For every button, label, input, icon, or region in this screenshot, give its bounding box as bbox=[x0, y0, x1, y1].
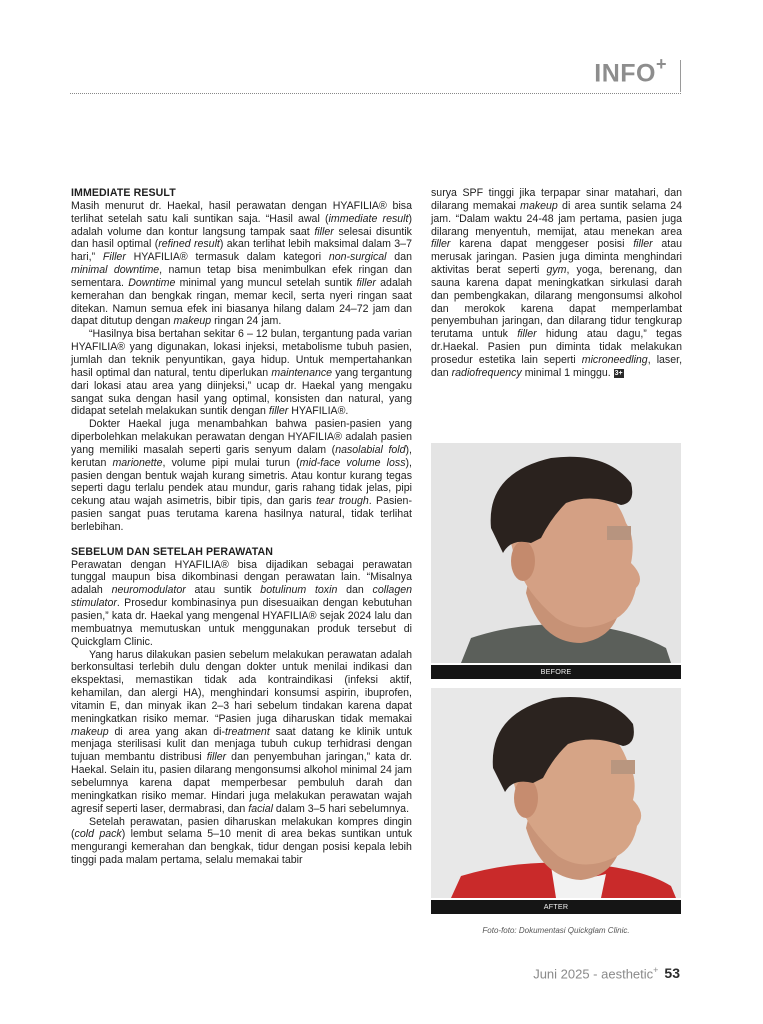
header-dotted-rule bbox=[70, 93, 681, 94]
paragraph-immediate-3: Dokter Haekal juga menambahkan bahwa pasien-pasien yang diperbolehkan melakukan perawatan dengan HYAFILIA® adalah pasien yang memiliki masalah seperti garis senyum dalam (nasolabial fold), kerutan marionette, volume pipi mulai turun (mid-face volume loss), pasien dengan bentuk wajah kurang simetris. Atau kontur kurang tegas seperti dagu terlalu pendek atau mundur, garis rahang tidak jelas, pipi cekung atau wajah asimetris, bibir tipis, dan garis tear trough. Pasien-pasien sangat puas terutama karena hasilnya natural, tidak terlihat berlebihan. bbox=[71, 418, 413, 533]
section-label: INFO+ bbox=[594, 54, 667, 88]
paragraph-before-after-2: Yang harus dilakukan pasien sebelum melakukan perawatan adalah berkonsultasi terlebih dulu dengan dokter untuk menilai indikasi dan ekspektasi, memastikan tidak ada kontraindikasi (infeksi aktif, kehamilan, dan alergi HA), menghindari konsumsi aspirin, ibuprofen, vitamin E, dan minyak ikan 2–3 hari sebelum tindakan karena dapat meningkatkan risiko memar. “Pasien juga diharuskan tidak memakai makeup di area yang akan di-treatment saat datang ke klinik untuk menjaga sterilisasi kulit dan menjaga tubuh cukup terhidrasi dengan tujuan membantu distribusi filler dan penyembuhan jaringan,” kata dr. Haekal. Selain itu, pasien dilarang mengonsumsi alkohol minimal 24 jam sebelumnya karena dapat memperbesar pembuluh darah dan meningkatkan risiko memar. Hindari juga melakukan perawatan wajah agresif seperti laser, dermabrasi, dan facial dalam 3–5 hari sebelumnya. bbox=[71, 648, 412, 815]
after-photo bbox=[431, 688, 681, 898]
footer-issue-mark: + bbox=[653, 965, 659, 975]
photo-credit: Foto-foto: Dokumentasi Quickglam Clinic. bbox=[482, 926, 630, 935]
article-column-left bbox=[71, 187, 412, 867]
paragraph-immediate-1: Masih menurut dr. Haekal, hasil perawatan dengan HYAFILIA® bisa terlihat setelah satu kali suntikan saja. “Hasil awal (immediate result) adalah volume dan kontur langsung tampak saat filler selesai disuntik dan hasil optimal (refined result) akan terlihat lebih maksimal dalam 3–7 hari,” Filler HYAFILIA® termasuk dalam kategori non-surgical dan minimal downtime, namun tetap bisa menimbulkan efek ringan dan sementara. Downtime minimal yang muncul setelah suntik filler adalah kemerahan dan bengkak ringan, memar kecil, serta nyeri ringan saat ditekan. Namun semua efek ini biasanya hilang dalam 24–72 jam dan dapat ditutup dengan makeup ringan 24 jam. bbox=[71, 199, 412, 328]
heading-immediate-result: IMMEDIATE RESULT bbox=[71, 187, 176, 199]
footer-issue: Juni 2025 - aesthetic bbox=[533, 966, 654, 982]
paragraph-before-after-3: Setelah perawatan, pasien diharuskan melakukan kompres dingin (cold pack) lembut selama 5–10 menit di area bekas suntikan untuk mengurangi kemerahan dan bengkak, tidur dengan posisi kepala lebih tinggi pada malam pertama, selalu memakai tabir bbox=[71, 815, 413, 867]
page-footer bbox=[533, 965, 680, 981]
before-caption-bar: BEFORE bbox=[431, 665, 681, 679]
header-divider-tick bbox=[680, 60, 681, 92]
article-column-right bbox=[431, 187, 682, 380]
page-number: 53 bbox=[664, 965, 680, 982]
section-label-mark: + bbox=[655, 54, 667, 74]
after-caption-bar: AFTER bbox=[431, 900, 681, 914]
article-end-mark: 3+ bbox=[614, 369, 623, 377]
paragraph-before-after-1: Perawatan dengan HYAFILIA® bisa dijadikan sebagai perawatan tunggal maupun bisa dikombinasi dengan perawatan lain. “Misalnya adalah neuromodulator atau suntik botulinum toxin dan collagen stimulator. Prosedur kombinasinya pun disesuaikan dengan kebutuhan pasien,” kata dr. Haekal yang mengenal HYAFILIA® sejak 2024 lalu dan membuatnya memutuskan untuk menggunakan produk tersebut di Quickglam Clinic. bbox=[71, 558, 412, 648]
paragraph-immediate-2: “Hasilnya bisa bertahan sekitar 6 – 12 bulan, tergantung pada varian HYAFILIA® yang digunakan, lokasi injeksi, metabolisme tubuh pasien, jumlah dan teknik penyuntikan, gaya hidup. Untuk mempertahankan hasil optimal dan natural, tentu diperlukan maintenance yang tergantung dari lokasi atau area yang diinjeksi,” ucap dr. Haekal yang mengaku sangat suka dengan hasil yang optimal, konsisten dan natural, yang didapat setelah melakukan suntik dengan filler HYAFILIA®. bbox=[71, 328, 412, 418]
heading-before-after: SEBELUM DAN SETELAH PERAWATAN bbox=[71, 545, 274, 558]
paragraph-before-after-3-continued: surya SPF tinggi jika terpapar sinar matahari, dan dilarang memakai makeup di area suntik selama 24 jam. “Dalam waktu 24-48 jam pertama, pasien juga dilarang menyentuh, memijat, atau menekan area filler karena dapat menggeser posisi filler atau merusak jaringan. Pasien juga diminta menghindari aktivitas berat seperti gym, yoga, berenang, dan sauna karena dapat meningkatkan sirkulasi darah dan pembengkakan, dilarang mengonsumsi alkohol dan merokok karena dapat memperlambat penyembuhan jaringan, dan dilarang tidur tengkurap terutama untuk filler hidung atau dagu,” tegas dr.Haekal. Pasien pun diminta tidak melakukan prosedur estetika lain seperti microneedling, laser, dan radiofrequency minimal 1 minggu. 3+ bbox=[431, 187, 683, 379]
before-photo bbox=[431, 443, 681, 663]
